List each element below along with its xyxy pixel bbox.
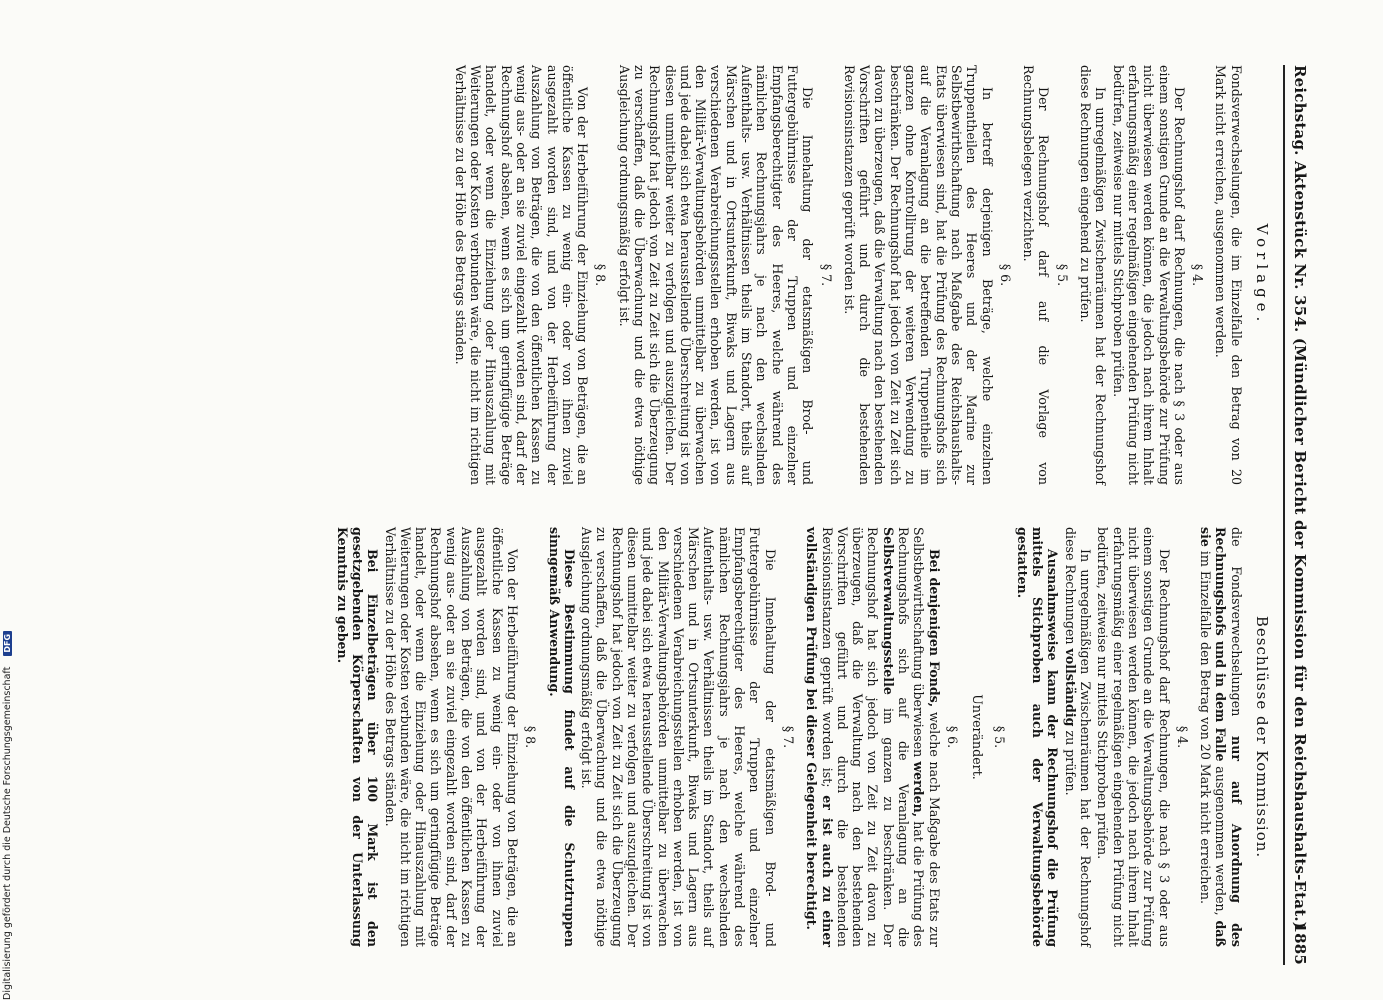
intro-text — [1198, 527, 1244, 947]
section-4-paragraph-2 — [1062, 527, 1093, 947]
section-4-paragraph-3: Ausnahmsweise kann der Rechnungshof die Prüfung mittels Stichproben auch der Verwaltungsbehörde gestatten. — [1014, 527, 1061, 947]
column-heading-vorlage: Vorlage. — [1253, 223, 1271, 327]
header-year: 1885 — [1291, 922, 1309, 965]
intro-part-bold: daß sie — [1198, 527, 1229, 947]
section-8-heading: § 8. — [593, 263, 609, 287]
section-7-paragraph-2: Diese Bestimmung findet auf die Schutztruppen sinngemäß Anwendung. — [546, 527, 577, 947]
column-heading-beschluesse: Beschlüsse der Kommission. — [1253, 615, 1271, 859]
rotated-page-content — [135, 65, 1315, 965]
footer-text: Digitalisierung gefördert durch die Deutsche Forschungsgemeinschaft — [2, 666, 13, 1000]
section-7-heading: § 7. — [818, 263, 834, 287]
text-part: zu prüfen. — [1062, 730, 1078, 796]
section-5-heading: § 5. — [991, 725, 1007, 749]
text-part-bold: werden, — [911, 761, 927, 818]
intro-part: ausgenommen werden, — [1213, 766, 1229, 916]
section-6-paragraph-1 — [804, 527, 942, 947]
section-7-paragraph-1: Die Innehaltung der etatsmäßigen Brod- und Futtergebührnisse der Truppen und einzelner Empfangsberechtigter des Heeres, welche während des nämlichen Rechnungsjahrs je nach den wechselnden Aufenthalts- usw. Verhältnissen theils im Standort, theils auf Märschen und in Ortsunterkunft, Biwaks und Lagern aus verschiedenen Verabreichungsstellen erhoben werden, ist von den Militär-Verwaltungsbehörden unmittelbar zu überwachen und jede dabei sich etwa herausstellende Überschreitung ist von diesen unmittelbar weiter zu verfolgen und auszugleichen. Der Rechnungshof hat jedoch von Zeit zu Zeit sich die Überzeugung zu verschaffen, daß die Überwachung und die etwa nöthige Ausgleichung ordnungsmäßig erfolgt ist. — [579, 527, 778, 947]
header-title: Reichstag. Aktenstück Nr. 354. (Mündlicher Bericht der Kommission für den Reichshaushalts-Etat.) — [1291, 65, 1309, 930]
section-5-unchanged-note: Unverändert. — [970, 694, 986, 780]
column-beschluesse — [332, 527, 1271, 947]
section-8-paragraph-2: Bei Einzelbeträgen über 100 Mark ist den gesetzgebenden Körperschaften von der Unterlassung Kenntnis zu geben. — [334, 527, 381, 947]
dfg-logo: DFG — [3, 631, 12, 656]
text-part-bold: Selbstverwaltungsstelle — [880, 527, 896, 695]
section-7-heading: § 7. — [780, 725, 796, 749]
section-6-heading: § 6. — [997, 263, 1013, 287]
section-7-paragraph-1: Die Innehaltung der etatsmäßigen Brod- und Futtergebührnisse der Truppen und einzelner Empfangsberechtigter des Heeres, welche während des nämlichen Rechnungsjahrs je nach den wechselnden Aufenthalts- usw. Verhältnissen theils im Standort, theils auf Märschen und in Ortsunterkunft, Biwaks und Lagern aus verschiedenen Verabreichungsstellen erhoben werden, ist von den Militär-Verwaltungsbehörden unmittelbar zu überwachen und jede dabei sich etwa herausstellende Überschreitung ist von diesen unmittelbar weiter zu verfolgen und auszugleichen. Der Rechnungshof hat jedoch von Zeit zu Zeit sich die Überzeugung zu verschaffen, daß die Überwachung und die etwa nöthige Ausgleichung ordnungsmäßig erfolgt ist. — [616, 65, 816, 485]
section-4-paragraph-2: In unregelmäßigen Zwischenräumen hat der Rechnungshof diese Rechnungen eingehend zu prüfen. — [1078, 65, 1109, 485]
text-part-bold: Bei denjenigen Fonds, — [926, 549, 942, 708]
section-8-heading: § 8. — [523, 725, 539, 749]
text-part-bold: vollständig — [1062, 648, 1078, 727]
text-part: welche nach Maßgabe des Etats zur Selbstbewirthschaftung überwiesen — [911, 527, 942, 948]
section-8-paragraph-1: Von der Herbeiführung der Einziehung von Beträgen, die an öffentliche Kassen zu wenig ein- oder von ihnen zuviel ausgezahlt worden sind, und von der Herbeiführung der Auszahlung von Beträgen, die von den öffentlichen Kassen zu wenig aus- oder an sie zuviel eingezahlt worden sind, darf der Rechnungshof absehen, wenn es sich um geringfügige Beträge handelt, oder wenn die Einziehung oder Hinauszahlung mit Weiterungen oder Kosten verbunden wäre, die nicht im richtigen Verhältnisse zu der Höhe des Betrags ständen. — [452, 65, 591, 485]
page-header — [1283, 65, 1315, 965]
intro-text: Fondsverwechselungen, die im Einzelfalle den Betrag von 20 Mark nicht erreichen, ausgenommen werden. — [1213, 65, 1244, 485]
section-6-paragraph-1: In betreff derjenigen Beträge, welche einzelnen Truppentheilen des Heeres und der Marine zur Selbstbewirthschaftung nach Maßgabe des Reichshaushalts-Etats überwiesen sind, hat die Prüfung des Rechnungshofs sich auf die Veranlagung an die betreffenden Truppentheile im ganzen ohne Kontrollirung der weiteren Verwendung zu beschränken. Der Rechnungshof hat jedoch von Zeit zu Zeit sich davon zu überzeugen, daß die Verwaltung nach den bestehenden Vorschriften geführt und durch die bestehenden Revisionsinstanzen geprüft worden ist. — [841, 65, 995, 485]
text-part: In unregelmäßigen Zwischenräumen hat der Rechnungshof diese Rechnungen — [1062, 527, 1094, 947]
text-part: hat die Prüfung des Rechnungshofs sich auf die Veranlagung an die — [896, 527, 927, 947]
section-4-heading: § 4. — [1190, 263, 1206, 287]
section-5-heading: § 5. — [1054, 263, 1070, 287]
section-5-paragraph-1: Der Rechnungshof darf auf die Vorlage von Rechnungsbelegen verzichten. — [1021, 65, 1052, 485]
header-rule — [1283, 65, 1285, 965]
section-4-paragraph-1: Der Rechnungshof darf Rechnungen, die nach § 3 oder aus einem sonstigen Grunde an die Verwaltungsbehörde zur Prüfung nicht überwiesen werden können, die jedoch nach ihrem Inhalt erfahrungsmäßig einer regelmäßigen eingehenden Prüfung nicht bedürfen, zeitweise nur mittels Stichproben prüfen. — [1110, 65, 1187, 485]
intro-part: die Fondsverwechselungen — [1228, 527, 1244, 717]
section-8-paragraph-1: Von der Herbeiführung der Einziehung von Beträgen, die an öffentliche Kassen zu wenig ein- oder von ihnen zuviel ausgezahlt worden sind, und von der Herbeiführung der Auszahlung von Beträgen, die von den öffentlichen Kassen zu wenig aus- oder an sie zuviel eingezahlt worden sind, darf der Rechnungshof absehen, wenn es sich um geringfügige Beträge handelt, oder wenn die Einziehung oder Hinauszahlung mit Weiterungen oder Kosten verbunden wäre, die nicht im richtigen Verhältnisse zu der Höhe des Betrags ständen. — [382, 527, 520, 947]
section-6-heading: § 6. — [944, 725, 960, 749]
intro-part: im Einzelfalle den Betrag von 20 Mark nicht erreichen. — [1198, 550, 1214, 904]
digitization-footer — [2, 0, 16, 1000]
column-vorlage — [450, 65, 1271, 485]
text-part: im ganzen zu beschränken. Der Rechnungshof hat sich jedoch von Zeit zu Zeit davon zu überzeugen, daß die Verwaltung nach den bestehenden Vorschriften geführt und durch die bestehenden Revisionsinstanzen geprüft worden ist; — [819, 527, 896, 947]
text-part-bold: er ist auch zu einer vollständigen Prüfung bei dieser Gelegenheit berechtigt. — [804, 527, 835, 947]
intro-part-bold: nur auf Anordnung des Rechnungshofs und in dem Falle — [1213, 527, 1244, 947]
section-4-heading: § 4. — [1174, 725, 1190, 749]
section-4-paragraph-1: Der Rechnungshof darf Rechnungen, die nach § 3 oder aus einem sonstigen Grunde an die Verwaltungsbehörde zur Prüfung nicht überwiesen werden können, die jedoch nach ihrem Inhalt erfahrungsmäßig einer regelmäßigen eingehenden Prüfung nicht bedürfen, zeitweise nur mittels Stichproben prüfen. — [1095, 527, 1172, 947]
